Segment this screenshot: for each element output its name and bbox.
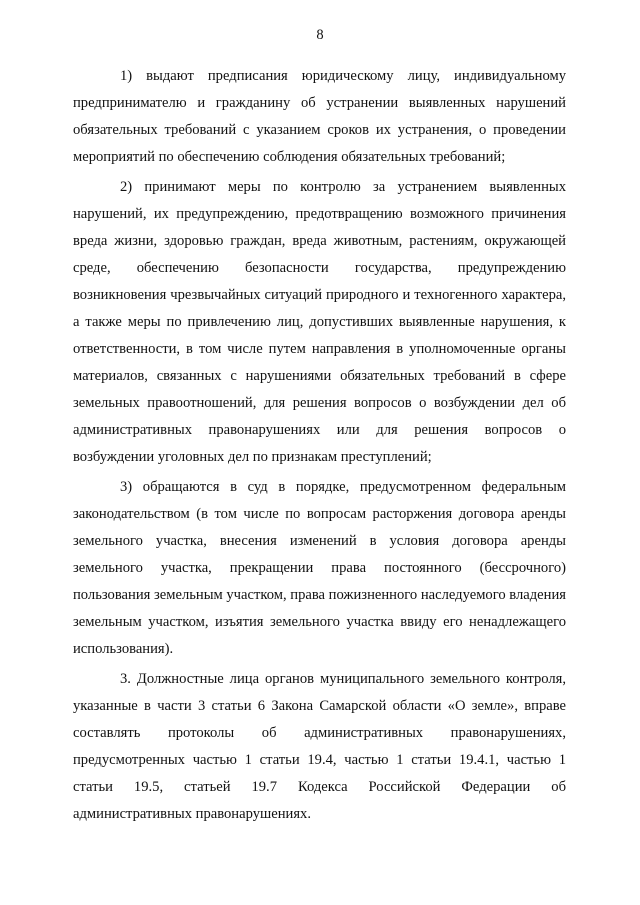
paragraph-item-3-court-appeal: 3) обращаются в суд в порядке, предусмотренном федеральным законодательством (в том числе по вопросам расторжения договора аренды земельного участка, внесения изменений в условия договора аренды земельного участка, прекращении права постоянного (бессрочного) пользования земельным участком, права пожизненного наследуемого владения земельным участком, изъятия земельного участка ввиду его ненадлежащего использования). [73, 479, 566, 657]
page-number: 8 [316, 27, 324, 43]
paragraph-item-2-control-measures: 2) принимают меры по контролю за устранением выявленных нарушений, их предупреждению, предотвращению возможного причинения вреда жизни, здоровью граждан, вреда животным, растениям, окружающей среде, обеспечению безопасности государства, предупреждению возникновения чрезвычайных ситуаций природного и техногенного характера, а также меры по привлечению лиц, допустивших выявленные нарушения, к ответственности, в том числе путем направления в уполномоченные органы материалов, связанных с нарушениями обязательных требований в сфере земельных правоотношений, для решения вопросов о возбуждении дел об административных правонарушениях или для решения вопросов о возбуждении уголовных дел по признакам преступлений; [73, 179, 566, 465]
document-body [73, 63, 566, 828]
paragraph-section-3-officials-protocols: 3. Должностные лица органов муниципального земельного контроля, указанные в части 3 статьи 6 Закона Самарской области «О земле», вправе составлять протоколы об административных правонарушениях, предусмотренных частью 1 статьи 19.4, частью 1 статьи 19.4.1, частью 1 статьи 19.5, статьей 19.7 Кодекса Российской Федерации об административных правонарушениях. [73, 671, 566, 822]
paragraph-item-1-issue-orders: 1) выдают предписания юридическому лицу, индивидуальному предпринимателю и гражданину об устранении выявленных нарушений обязательных требований с указанием сроков их устранения, о проведении мероприятий по обеспечению соблюдения обязательных требований; [73, 68, 566, 165]
